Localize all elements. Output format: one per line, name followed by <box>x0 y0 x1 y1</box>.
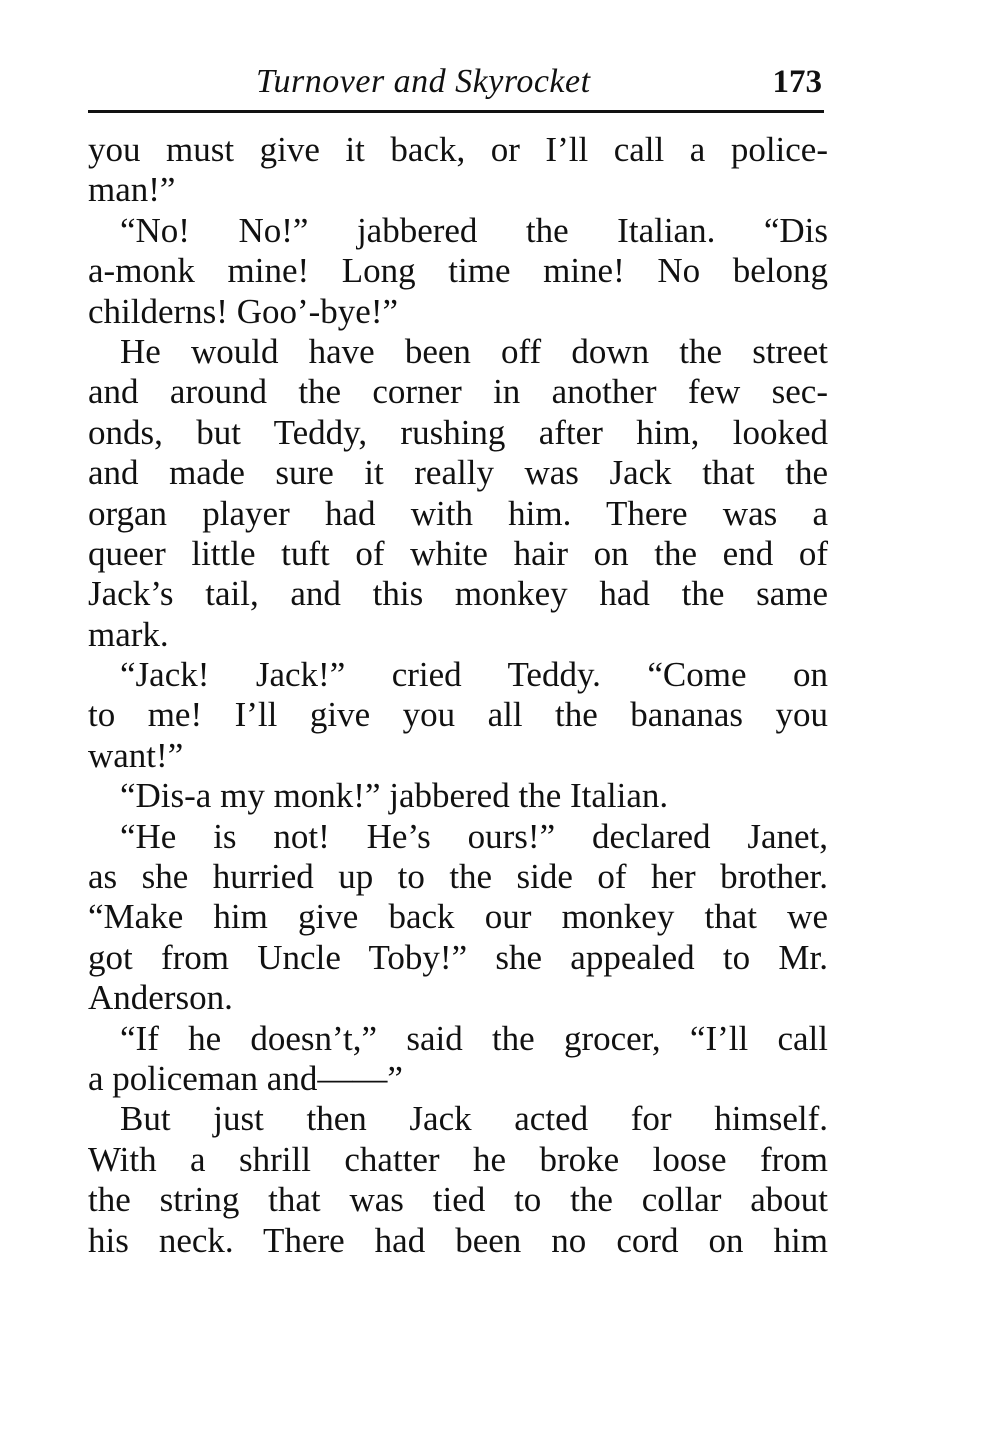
text-line: mark. <box>88 614 169 654</box>
text-line: a-monk mine! Long time mine! No belong <box>88 251 828 291</box>
text-line: But just then Jack acted for himself. <box>120 1099 828 1139</box>
text-line: queer little tuft of white hair on the end of <box>88 533 828 573</box>
text-line: got from Uncle Toby!” she appealed to Mr. <box>88 937 828 977</box>
text-line: “No! No!” jabbered the Italian. “Dis <box>120 210 828 250</box>
text-line: “Dis-a my monk!” jabbered the Italian. <box>120 776 669 816</box>
text-line: Jack’s tail, and this monkey had the same <box>88 574 828 614</box>
text-line: and around the corner in another few sec- <box>88 372 828 412</box>
text-line: organ player had with him. There was a <box>88 493 828 533</box>
text-line: childerns! Goo’-bye!” <box>88 291 399 331</box>
page-number: 173 <box>772 64 822 100</box>
header-rule <box>88 110 824 113</box>
text-line: want!” <box>88 735 184 775</box>
text-line: “Make him give back our monkey that we <box>88 897 828 937</box>
text-line: the string that was tied to the collar about <box>88 1180 828 1220</box>
body-text <box>88 130 828 1261</box>
text-line: you must give it back, or I’ll call a police- <box>88 130 828 169</box>
running-head <box>88 62 824 108</box>
text-line: onds, but Teddy, rushing after him, looked <box>88 412 828 452</box>
text-line: to me! I’ll give you all the bananas you <box>88 695 828 735</box>
text-line: “If he doesn’t,” said the grocer, “I’ll call <box>120 1018 828 1058</box>
text-line: man!” <box>88 170 176 210</box>
text-line: his neck. There had been no cord on him <box>88 1220 828 1260</box>
text-line: “Jack! Jack!” cried Teddy. “Come on <box>120 655 828 695</box>
text-line: a policeman and——” <box>88 1058 403 1098</box>
text-line: With a shrill chatter he broke loose from <box>88 1139 828 1179</box>
running-title: Turnover and Skyrocket <box>256 63 591 100</box>
text-line: “He is not! He’s ours!” declared Janet, <box>120 816 828 856</box>
text-line: He would have been off down the street <box>120 331 828 371</box>
text-line: Anderson. <box>88 978 233 1018</box>
text-line: and made sure it really was Jack that the <box>88 453 828 493</box>
text-line: as she hurried up to the side of her brother. <box>88 857 828 897</box>
